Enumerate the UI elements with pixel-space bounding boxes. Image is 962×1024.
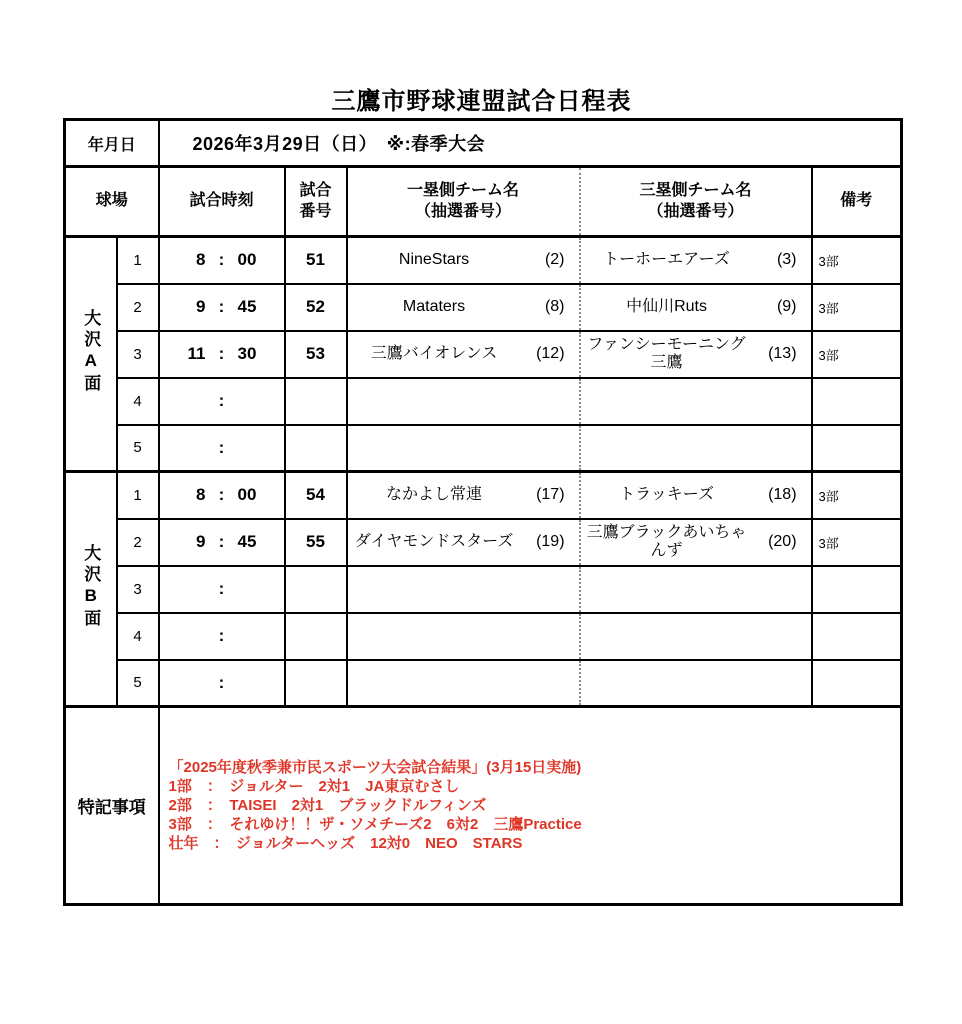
game-number [285, 378, 347, 425]
game-number [285, 566, 347, 613]
notes-line: 2部 ： TAISEI 2対1 ブラックドルフィンズ [168, 797, 487, 814]
time-colon: : [218, 344, 225, 363]
date-label: 年月日 [65, 120, 159, 167]
time-colon: : [218, 626, 225, 645]
time-colon: : [218, 579, 225, 598]
game-time [159, 378, 285, 425]
header-first-base-team [347, 167, 580, 237]
remark: 3部 [812, 284, 902, 331]
remark [812, 378, 902, 425]
remark [812, 660, 902, 707]
team-name: 三鷹ブラックあいちゃんず [586, 523, 747, 559]
first-base-team [347, 331, 580, 378]
time-colon: : [218, 250, 225, 270]
third-base-team [580, 472, 812, 519]
draw-number: (2) [544, 251, 565, 269]
venue-b-cell [65, 472, 117, 707]
draw-number: (19) [536, 532, 565, 550]
special-notes-row [65, 707, 902, 905]
header-venue: 球場 [65, 167, 159, 237]
time-colon: : [218, 672, 225, 692]
game-time: 8 : 00 [159, 237, 285, 284]
first-base-team [347, 566, 580, 613]
notes-line: 1部 ： ジョルター 2対1 JA東京むさし [168, 778, 460, 795]
slot-number: 5 [117, 425, 159, 472]
notes-line: 3部 ： それゆけ！！ザ・ソメチーズ2 6対2 三鷹Practice [168, 816, 582, 833]
table-row [65, 660, 902, 707]
venue-a-cell [65, 237, 117, 472]
remark: 3部 [812, 331, 902, 378]
slot-number: 1 [117, 237, 159, 284]
draw-number: (20) [768, 533, 797, 550]
header-time: 試合時刻 [159, 167, 285, 237]
game-number: 51 [285, 237, 347, 284]
table-row [65, 613, 902, 660]
header-game-number-line2: 番号 [299, 202, 332, 220]
header-game-number-line1: 試合 [299, 181, 332, 199]
page-title: 三鷹市野球連盟試合日程表 [331, 88, 632, 115]
header-first-base-line1: 一塁側チーム名 [407, 181, 520, 199]
first-base-team [347, 472, 580, 519]
game-time: 8 : 00 [159, 472, 285, 519]
third-base-team [580, 660, 812, 707]
game-number: 53 [285, 331, 347, 378]
column-header-row [65, 167, 902, 237]
header-remarks: 備考 [812, 167, 902, 237]
remark [812, 425, 902, 472]
slot-number: 2 [117, 284, 159, 331]
table-row [65, 284, 902, 331]
third-base-team [580, 331, 812, 378]
special-notes-content [159, 707, 902, 905]
game-number: 55 [285, 519, 347, 566]
special-notes-label: 特記事項 [65, 707, 159, 905]
game-number [285, 613, 347, 660]
third-base-team [580, 566, 812, 613]
team-name: トラッキーズ [619, 486, 714, 504]
first-base-team [347, 613, 580, 660]
third-base-team [580, 237, 812, 284]
header-third-base-line2: （抽選番号） [647, 202, 744, 220]
draw-number: (9) [776, 297, 797, 315]
time-colon: : [218, 485, 225, 505]
notes-line: 壮年 ： ジョルターヘッズ 12対0 NEO STARS [168, 835, 523, 852]
first-base-team [347, 284, 580, 331]
venue-b-label: 大沢B面 [81, 543, 101, 630]
draw-number: (18) [768, 486, 797, 504]
table-row [65, 425, 902, 472]
game-number [285, 425, 347, 472]
remark: 3部 [812, 519, 902, 566]
team-name: NineStars [398, 251, 470, 269]
third-base-team [580, 284, 812, 331]
first-base-team [347, 660, 580, 707]
game-number [285, 660, 347, 707]
header-third-base-team [580, 167, 812, 237]
game-time: 9 : 45 [159, 284, 285, 331]
remark: 3部 [812, 472, 902, 519]
team-name: 三鷹バイオレンス [370, 344, 498, 362]
draw-number: (13) [768, 345, 797, 362]
table-row [65, 566, 902, 613]
draw-number: (17) [536, 486, 565, 504]
table-row [65, 237, 902, 284]
time-colon: : [218, 532, 225, 551]
slot-number: 2 [117, 519, 159, 566]
slot-number: 4 [117, 378, 159, 425]
third-base-team [580, 425, 812, 472]
header-first-base-line2: （抽選番号） [415, 202, 512, 220]
team-name: Mataters [402, 297, 466, 315]
first-base-team [347, 237, 580, 284]
game-time: 11 : 30 [159, 331, 285, 378]
game-number: 54 [285, 472, 347, 519]
slot-number: 3 [117, 566, 159, 613]
remark [812, 566, 902, 613]
time-colon: : [218, 391, 225, 410]
remark [812, 613, 902, 660]
first-base-team [347, 425, 580, 472]
team-name: ファンシーモーニング三鷹 [587, 335, 746, 371]
date-value: 2026年3月29日（日） ※:春季大会 [159, 120, 902, 167]
slot-number: 4 [117, 613, 159, 660]
header-third-base-line1: 三塁側チーム名 [639, 181, 752, 199]
venue-a-label: 大沢A面 [81, 308, 101, 395]
draw-number: (12) [536, 344, 565, 362]
team-name: トーホーエアーズ [603, 251, 730, 269]
first-base-team [347, 378, 580, 425]
table-row [65, 519, 902, 566]
header-game-number [285, 167, 347, 237]
game-time [159, 425, 285, 472]
game-time [159, 660, 285, 707]
third-base-team [580, 519, 812, 566]
game-number: 52 [285, 284, 347, 331]
slot-number: 5 [117, 660, 159, 707]
third-base-team [580, 613, 812, 660]
table-row [65, 331, 902, 378]
third-base-team [580, 378, 812, 425]
game-time [159, 566, 285, 613]
team-name: ダイヤモンドスターズ [354, 532, 514, 550]
remark: 3部 [812, 237, 902, 284]
draw-number: (3) [776, 251, 797, 269]
table-row [65, 378, 902, 425]
game-time [159, 613, 285, 660]
draw-number: (8) [544, 297, 565, 315]
time-colon: : [218, 437, 225, 457]
slot-number: 1 [117, 472, 159, 519]
table-row [65, 472, 902, 519]
notes-line: 「2025年度秋季兼市民スポーツ大会試合結果」(3月15日実施) [168, 759, 582, 776]
time-colon: : [218, 297, 225, 316]
first-base-team [347, 519, 580, 566]
team-name: 中仙川Ruts [626, 297, 707, 315]
team-name: なかよし常連 [386, 486, 483, 504]
game-time: 9 : 45 [159, 519, 285, 566]
date-row [65, 120, 902, 167]
schedule-table [63, 118, 903, 906]
slot-number: 3 [117, 331, 159, 378]
